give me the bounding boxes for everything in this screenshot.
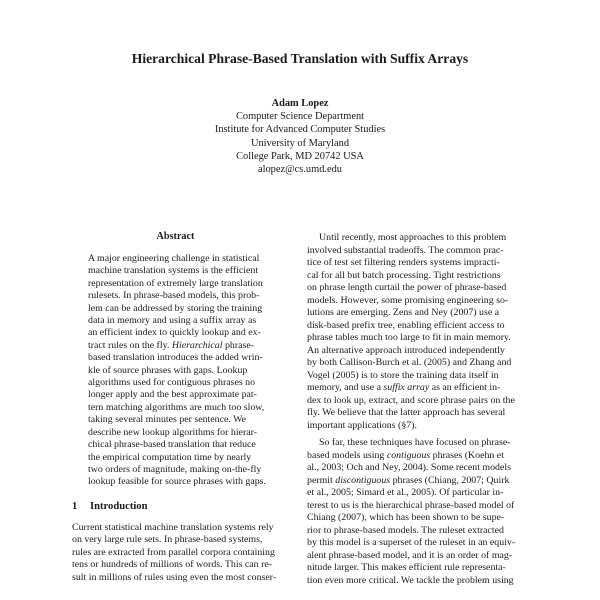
body-line: So far, these techniques have focused on phrase-: [319, 437, 511, 448]
body-line: alent phrase-based model, and it is an order of mag-: [307, 549, 513, 561]
abstract-line: tract rules on the fly. Hierarchical phrase-: [88, 339, 255, 351]
section-title: Introduction: [90, 500, 148, 512]
body-line: lutions are emerging. Zens and Ney (2007) use a: [307, 307, 500, 318]
abstract-line: machine translation systems is the efficient: [88, 265, 259, 277]
body-line: terest to us is the hierarchical phrase-based model of: [307, 499, 515, 511]
body-line: involved substantial tradeoffs. The common prac-: [307, 244, 504, 256]
body-line: on phrase length curtail the power of phrase-based: [307, 282, 507, 293]
body-line: rules are extracted from parallel corpora containing: [72, 546, 275, 558]
abstract-line: A major engineering challenge in statistical: [88, 253, 260, 264]
abstract-line: data in memory and using a suffix array as: [88, 315, 257, 327]
abstract-line: based translation introduces the added wrin-: [88, 352, 263, 364]
abstract-heading: Abstract: [156, 231, 195, 242]
author-email: alopez@cs.umd.edu: [257, 164, 342, 176]
body-line: tice of test set filtering renders systems impracti-: [307, 257, 500, 268]
body-line: fly. We believe that the latter approach has several: [307, 407, 506, 418]
abstract-text: [72, 253, 279, 489]
abstract-line: the empirical computation time by nearly: [88, 451, 252, 463]
abstract-line: describe new lookup algorithms for hierar-: [88, 426, 257, 438]
section-number: 1: [72, 500, 78, 512]
abstract-line: representation of extremely large translation: [88, 277, 263, 289]
abstract-line: lookup feasible for source phrases with gaps.: [88, 476, 266, 488]
body-line: models. However, some promising engineering so-: [307, 294, 509, 306]
body-line: permit discontiguous phrases (Chiang, 2007; Quirk: [307, 474, 510, 486]
body-line: et al., 2005; Simard et al., 2005). Of particular in-: [307, 487, 504, 498]
body-line: dex to look up, extract, and score phrase pairs on the: [307, 394, 515, 406]
author-affiliation-line: University of Maryland: [250, 137, 350, 149]
body-line: tion even more critical. We tackle the problem using: [307, 574, 514, 586]
abstract-line: tern matching algorithms are much too slow,: [88, 401, 265, 413]
emphasis-discontiguous: discontiguous: [335, 474, 391, 486]
body-paragraph: [307, 437, 529, 587]
right-column: [307, 232, 529, 587]
body-line: disk-based prefix tree, enabling efficient access to: [307, 319, 505, 331]
body-line: based models using contiguous phrases (Koehn et: [307, 449, 504, 461]
body-line: on very large rule sets. In phrase-based systems,: [72, 534, 263, 546]
introduction-text: [72, 522, 279, 585]
body-line: al., 2003; Och and Ney, 2004). Some recent models: [307, 462, 511, 473]
body-paragraph: [307, 232, 529, 432]
author-affiliation-line: College Park, MD 20742 USA: [236, 150, 364, 162]
author-affiliation-line: Institute for Advanced Computer Studies: [214, 124, 386, 136]
abstract-line: lem can be addressed by storing the training: [88, 302, 263, 314]
body-line: cal for all but batch processing. Tight restrictions: [307, 269, 501, 281]
abstract-line: rulesets. In phrase-based models, this prob-: [88, 290, 260, 302]
left-column: [72, 230, 279, 584]
body-line: tens or hundreds of millions of words. This can re-: [72, 559, 273, 571]
body-line: by both Callison-Burch et al. (2005) and Zhang and: [307, 357, 512, 368]
body-line: memory, and use a suffix array as an efficient in-: [307, 382, 501, 393]
abstract-line: algorithms used for contiguous phrases no: [88, 377, 256, 389]
body-line: nitude larger. This makes efficient rule representa-: [307, 562, 506, 573]
emphasis-hierarchical: Hierarchical: [171, 339, 223, 351]
body-line: Vogel (2005) is to store the training data itself in: [307, 369, 499, 381]
emphasis-contiguous: contiguous: [386, 449, 431, 461]
body-line: Chiang (2007), which has been shown to be supe-: [307, 512, 505, 523]
author-name: Adam Lopez: [271, 98, 329, 109]
body-line: Current statistical machine translation systems rely: [72, 521, 274, 533]
abstract-line: taking several minutes per sentence. We: [88, 414, 247, 426]
body-line: by this model is a superset of the ruleset in an equiv-: [307, 537, 516, 548]
author-affiliation-line: Computer Science Department: [235, 111, 365, 123]
body-line: sult in millions of rules using even the most conser-: [72, 571, 277, 583]
body-line: phrase tables much too large to fit in main memory.: [307, 332, 511, 343]
abstract-line: longer apply and the best approximate pat-: [88, 389, 257, 401]
paper-title: Hierarchical Phrase-Based Translation with Suffix Arrays: [131, 51, 469, 66]
abstract-line: two orders of magnitude, making on-the-fly: [88, 463, 262, 475]
abstract-line: an efficient index to quickly lookup and ex-: [88, 327, 261, 339]
author-block: [0, 97, 600, 176]
abstract-line: kle of source phrases with gaps. Lookup: [88, 364, 248, 376]
body-line: important applications (§7).: [307, 419, 417, 431]
emphasis-suffix-array: suffix array: [383, 382, 430, 393]
body-line: Until recently, most approaches to this problem: [319, 232, 507, 243]
abstract-line: chical phrase-based translation that reduce: [88, 439, 256, 451]
body-line: An alternative approach introduced independently: [307, 344, 505, 356]
section-heading-introduction: [72, 500, 279, 513]
body-line: rior to phrase-based models. The ruleset extracted: [307, 524, 504, 536]
